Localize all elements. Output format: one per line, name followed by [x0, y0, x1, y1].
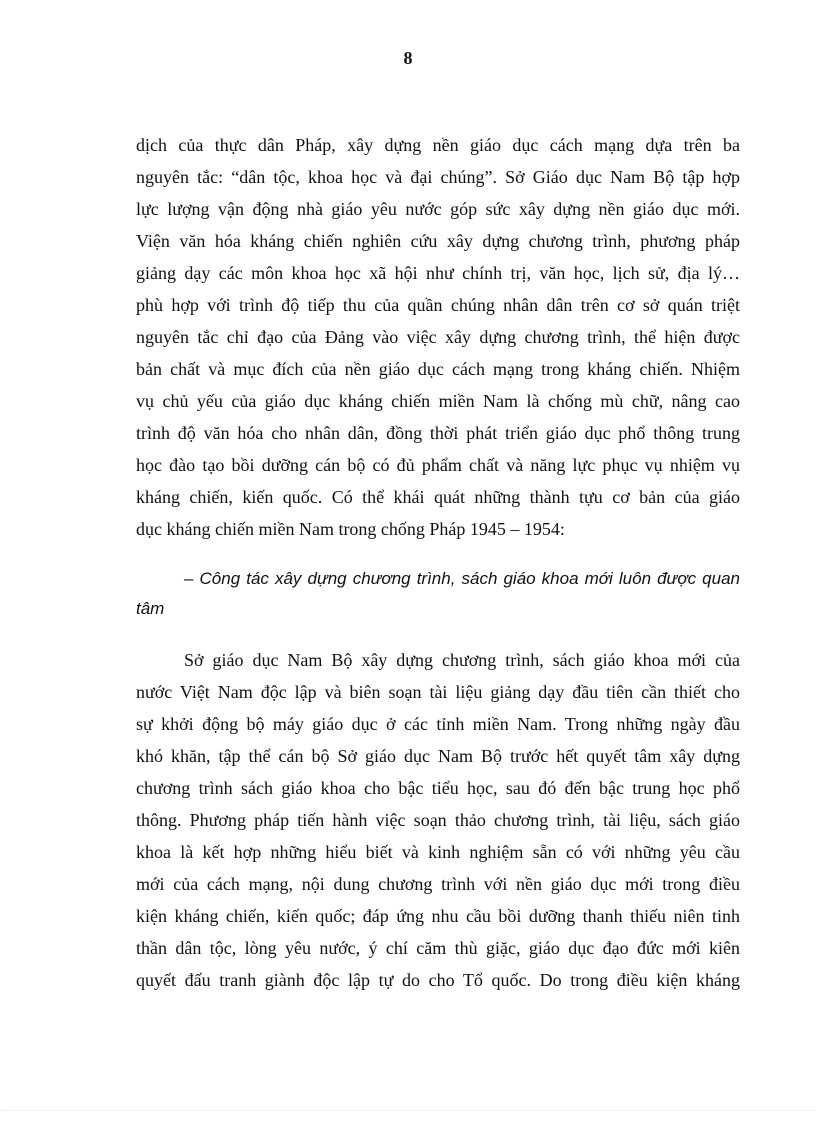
- paragraph-line: dục kháng chiến miền Nam trong chống Pháp 1945 – 1954:: [136, 519, 565, 539]
- paragraph-line: thần dân tộc, lòng yêu nước, ý chí căm thù giặc, giáo dục đạo đức mới kiên: [136, 938, 740, 958]
- paragraph-line: trình độ văn hóa cho nhân dân, đồng thời phát triển giáo dục phổ thông trung: [136, 423, 740, 443]
- paragraph-line: lực lượng vận động nhà giáo yêu nước góp sức xây dựng nền giáo dục mới.: [136, 199, 740, 219]
- paragraph-line: quyết đấu tranh giành độc lập tự do cho Tổ quốc. Do trong điều kiện kháng: [136, 970, 740, 990]
- paragraph-line: mới của cách mạng, nội dung chương trình với nền giáo dục mới trong điều: [136, 874, 740, 894]
- paragraph-line: bản chất và mục đích của nền giáo dục cách mạng trong kháng chiến. Nhiệm: [136, 359, 740, 379]
- paragraph-line: Sở giáo dục Nam Bộ xây dựng chương trình, sách giáo khoa mới của: [184, 650, 740, 670]
- page-bottom-divider: [0, 1110, 816, 1112]
- paragraph-line: thông. Phương pháp tiến hành việc soạn thảo chương trình, tài liệu, sách giáo: [136, 810, 740, 830]
- paragraph-line: dịch của thực dân Pháp, xây dựng nền giáo dục cách mạng dựa trên ba: [136, 135, 740, 155]
- paragraph-line: kiện kháng chiến, kiến quốc; đáp ứng nhu cầu bồi dưỡng thanh thiếu niên tinh: [136, 906, 740, 926]
- paragraph-line: giảng dạy các môn khoa học xã hội như chính trị, văn học, lịch sử, địa lý…: [136, 263, 740, 283]
- paragraph-line: nước Việt Nam độc lập và biên soạn tài liệu giảng dạy đầu tiên cần thiết cho: [136, 682, 740, 702]
- paragraph-line: khoa là kết hợp những hiểu biết và kinh nghiệm sẵn có với những yêu cầu: [136, 842, 740, 862]
- paragraph-line: Viện văn hóa kháng chiến nghiên cứu xây dựng chương trình, phương pháp: [136, 231, 740, 251]
- paragraph-line: vụ chủ yếu của giáo dục kháng chiến miền Nam là chống mù chữ, nâng cao: [136, 391, 740, 411]
- paragraph-line: kháng chiến, kiến quốc. Có thể khái quát những thành tựu cơ bản của giáo: [136, 487, 740, 507]
- paragraph-line: khó khăn, tập thể cán bộ Sở giáo dục Nam Bộ trước hết quyết tâm xây dựng: [136, 746, 740, 766]
- heading-line: tâm: [136, 599, 165, 618]
- paragraph-line: nguyên tắc: “dân tộc, khoa học và đại chúng”. Sở Giáo dục Nam Bộ tập hợp: [136, 167, 740, 187]
- paragraph-line: phù hợp với trình độ tiếp thu của quần chúng nhân dân trên cơ sở quán triệt: [136, 295, 740, 315]
- paragraph-line: học đào tạo bồi dưỡng cán bộ có đủ phẩm chất và năng lực phục vụ nhiệm vụ: [136, 455, 740, 475]
- paragraph-line: nguyên tắc chỉ đạo của Đảng vào việc xây dựng chương trình, thể hiện được: [136, 327, 740, 347]
- heading-line: – Công tác xây dựng chương trình, sách giáo khoa mới luôn được quan: [184, 569, 740, 588]
- paragraph-line: chương trình sách giáo khoa cho bậc tiểu học, sau đó đến bậc trung học phổ: [136, 778, 740, 798]
- page-number: 8: [403, 48, 413, 68]
- paragraph-line: sự khởi động bộ máy giáo dục ở các tỉnh miền Nam. Trong những ngày đầu: [136, 714, 740, 734]
